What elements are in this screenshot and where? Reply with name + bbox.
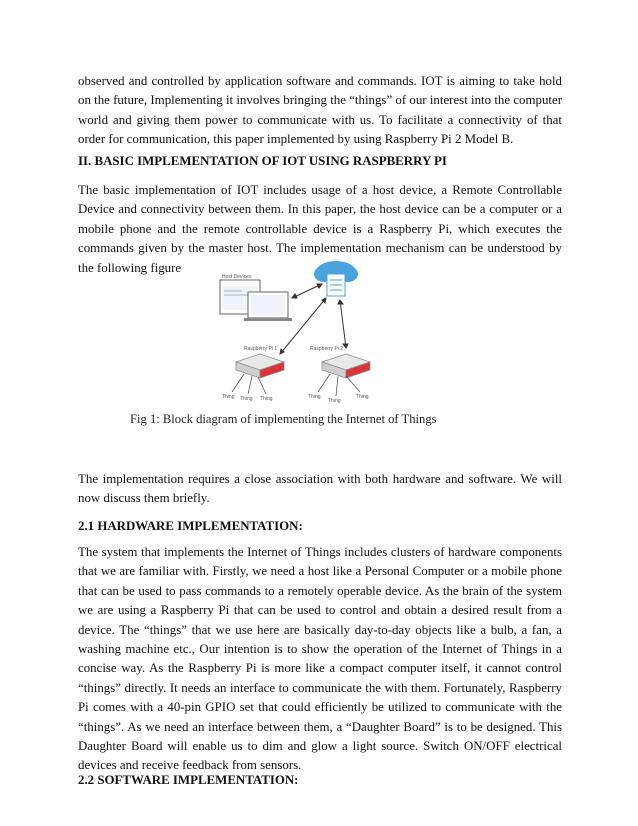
label-thing-1a: Thing: [222, 394, 235, 400]
paragraph-intro-continuation: observed and controlled by application software and commands. IOT is aiming to take hold on the future, Implementing it involves bringing the “things” of our interest into the computer world and giving them power to communicate with us. To facilitate a connectivity of that order for communication, this paper implemented by using Raspberry Pi 2 Model B.: [78, 74, 562, 147]
cloud-server-icon: [314, 261, 358, 296]
label-raspberry-pi-2: Raspberry Pi 2: [310, 346, 344, 352]
label-thing-2c: Thing: [356, 394, 369, 400]
label-host-devices: Host Devices: [222, 274, 252, 280]
raspberry-pi-2-icon: [308, 346, 370, 403]
label-raspberry-pi-1: Raspberry Pi 1: [244, 346, 278, 352]
paragraph-implementation-intro: The implementation requires a close association with both hardware and software. We will now discuss them briefly.: [78, 472, 562, 506]
label-thing-2b: Thing: [328, 398, 341, 403]
raspberry-pi-1-icon: [222, 346, 284, 402]
label-thing-1c: Thing: [260, 396, 273, 402]
heading-hardware-implementation: 2.1 HARDWARE IMPLEMENTATION:: [78, 519, 303, 533]
heading-software-implementation: 2.2 SOFTWARE IMPLEMENTATION:: [78, 773, 299, 787]
paragraph-hardware: The system that implements the Internet of Things includes clusters of hardware components that we are familiar with. Firstly, we need a host like a Personal Computer or a mobile phone that can be used to pass commands to a remotely operable device. As the brain of the system we are using a Raspberry Pi that can be used to control and obtain a desired result from a device. The “things” that we use here are basically day-to-day objects like a bulb, a fan, a washing machine etc., Our intention is to show the operation of the Internet of Things in a concise way. As the Raspberry Pi is more like a compact computer itself, it cannot control “things” directly. It needs an interface to communicate the with them. Fortunately, Raspberry Pi comes with a 40-pin GPIO set that could efficiently be utilized to communicate with the “things”. As we need an interface between them, a “Daughter Board” is to be designed. This Daughter Board will enable us to dim and glow a light source. Switch ON/OFF electrical devices and receive feedback from sensors.: [78, 545, 562, 773]
figure-caption: Fig 1: Block diagram of implementing the Internet of Things: [130, 412, 437, 426]
paragraph-basic-implementation: The basic implementation of IOT includes usage of a host device, a Remote Controllable Device and connectivity between them. In this paper, the host device can be a computer or a mobile phone and the remote controllable device is a Raspberry Pi, which executes the commands given by the master host. The implementation mechanism can be understood by the following figure: [78, 183, 562, 275]
label-thing-1b: Thing: [240, 396, 253, 402]
block-diagram-svg: [218, 258, 378, 403]
label-thing-2a: Thing: [308, 394, 321, 400]
figure-iot-block-diagram: [218, 258, 378, 403]
host-devices-icon: [220, 274, 292, 321]
heading-section-2: II. BASIC IMPLEMENTATION OF IOT USING RASPBERRY PI: [78, 154, 447, 168]
